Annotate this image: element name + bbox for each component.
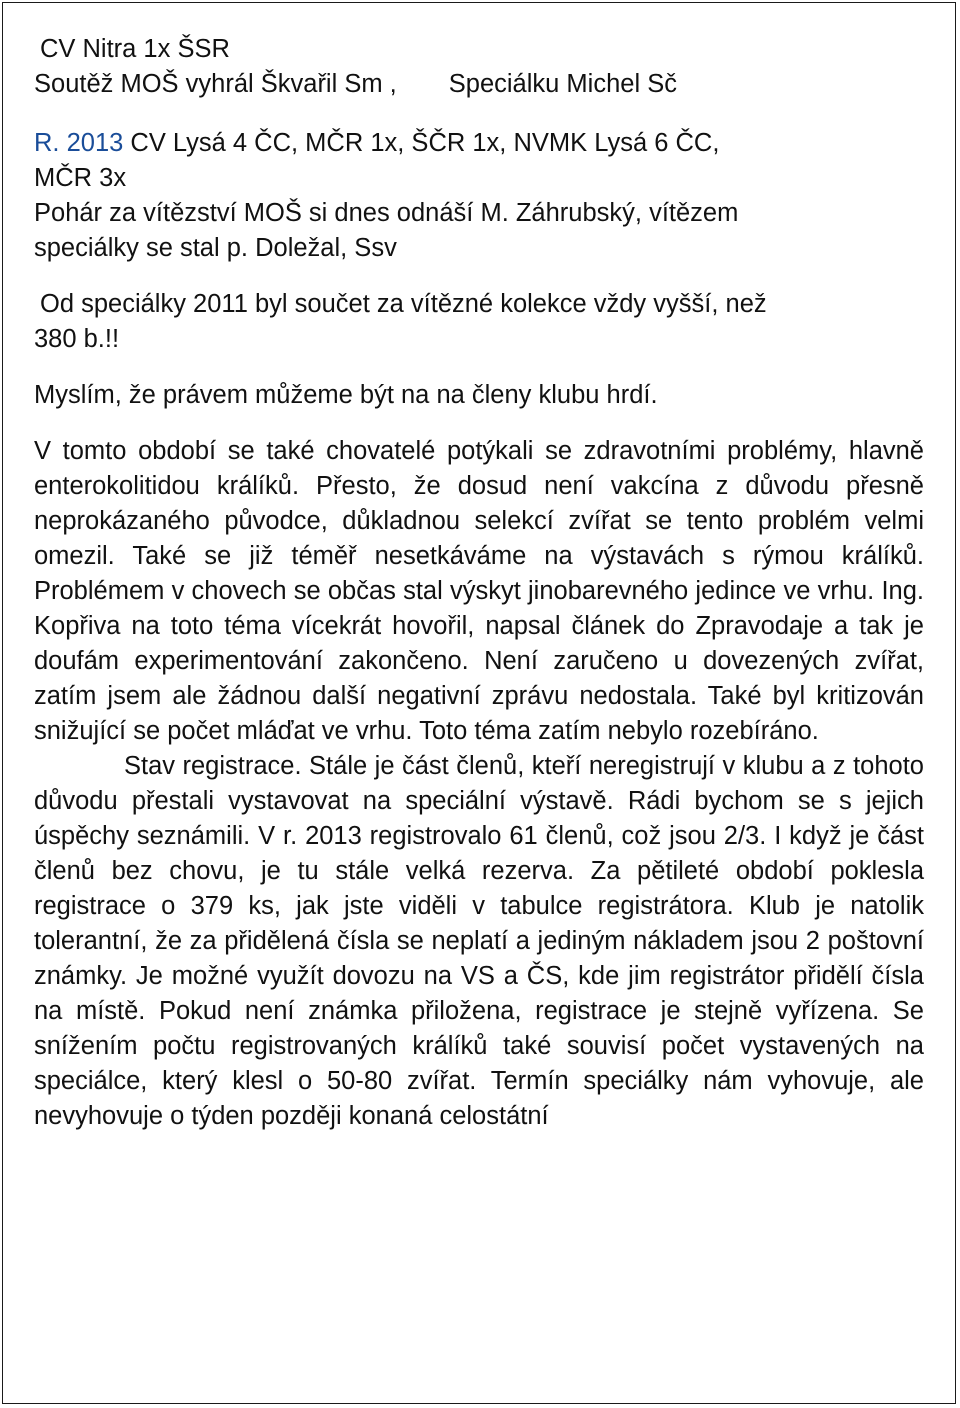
heading-line-1: CV Nitra 1x ŠSR	[40, 35, 230, 63]
heading-line-2: Soutěž MOŠ vyhrál Škvařil Sm , Speciálku Michel Sč	[34, 70, 677, 98]
special-show-winner: Speciálku Michel Sč	[448, 70, 677, 98]
pride-line: Myslím, že právem můžeme být na na členy klubu hrdí.	[34, 381, 658, 409]
health-paragraph: V tomto období se také chovatelé potýkali se zdravotními problémy, hlavně enterokolitidou králíků. Přesto, že dosud není vakcína z důvodu přesně neprokázaného původce, důkladnou selekcí zvířat se tento problém velmi omezil. Také se již téměř nesetkáváme na výstavách s rýmou králíků. Problémem v chovech se občas stal výskyt jinobarevného jedince ve vrhu. Ing. Kopřiva na toto téma vícekrát hovořil, napsal článek do Zpravodaje a tak je doufám experimentování zakončeno. Není zaručeno u dovezených zvířat, zatím jsem ale žádnou další negativní zprávu nedostala. Také byl kritizován snižující se počet mláďat ve vrhu. Toto téma zatím nebylo rozebíráno.	[34, 437, 924, 745]
special-winner-line: speciálky se stal p. Doležal, Ssv	[34, 234, 397, 262]
sum-line-2: 380 b.!!	[34, 325, 120, 353]
registration-paragraph: Stav registrace. Stále je část členů, kteří neregistrují v klubu a z tohoto důvodu přestali vystavovat na speciální výstavě. Rádi bychom se s jejich úspěchy seznámili. V r. 2013 registrovalo 61 členů, což jsou 2/3. I když je část členů bez chovu, je tu stále velká rezerva. Za pětileté období poklesla registrace o 379 ks, jak jste viděli v tabulce registrátora. Klub je natolik tolerantní, že za přidělená čísla se neplatí a jediným nákladem jsou 2 poštovní známky. Je možné využít dovozu na VS a ČS, kde jim registrátor přidělí čísla na místě. Pokud není známka přiložena, registrace je stejně vyřízena. Se snížením počtu registrovaných králíků také souvisí počet vystavených na speciálce, který klesl o 50-80 zvířat. Termín speciálky nám vyhovuje, ale nevyhovuje o týden později konaná celostátní	[34, 752, 924, 1130]
year-label: R. 2013	[34, 129, 124, 157]
cup-winner-line: Pohár za vítězství MOŠ si dnes odnáší M. Záhrubský, vítězem	[34, 199, 739, 227]
document-body	[34, 32, 924, 1134]
year-2013-line: R. 2013 CV Lysá 4 ČC, MČR 1x, ŠČR 1x, NVMK Lysá 6 ČC,	[34, 129, 720, 157]
year-2013-line-2: MČR 3x	[34, 164, 127, 192]
sum-line: Od speciálky 2011 byl součet za vítězné kolekce vždy vyšší, než	[40, 290, 767, 318]
